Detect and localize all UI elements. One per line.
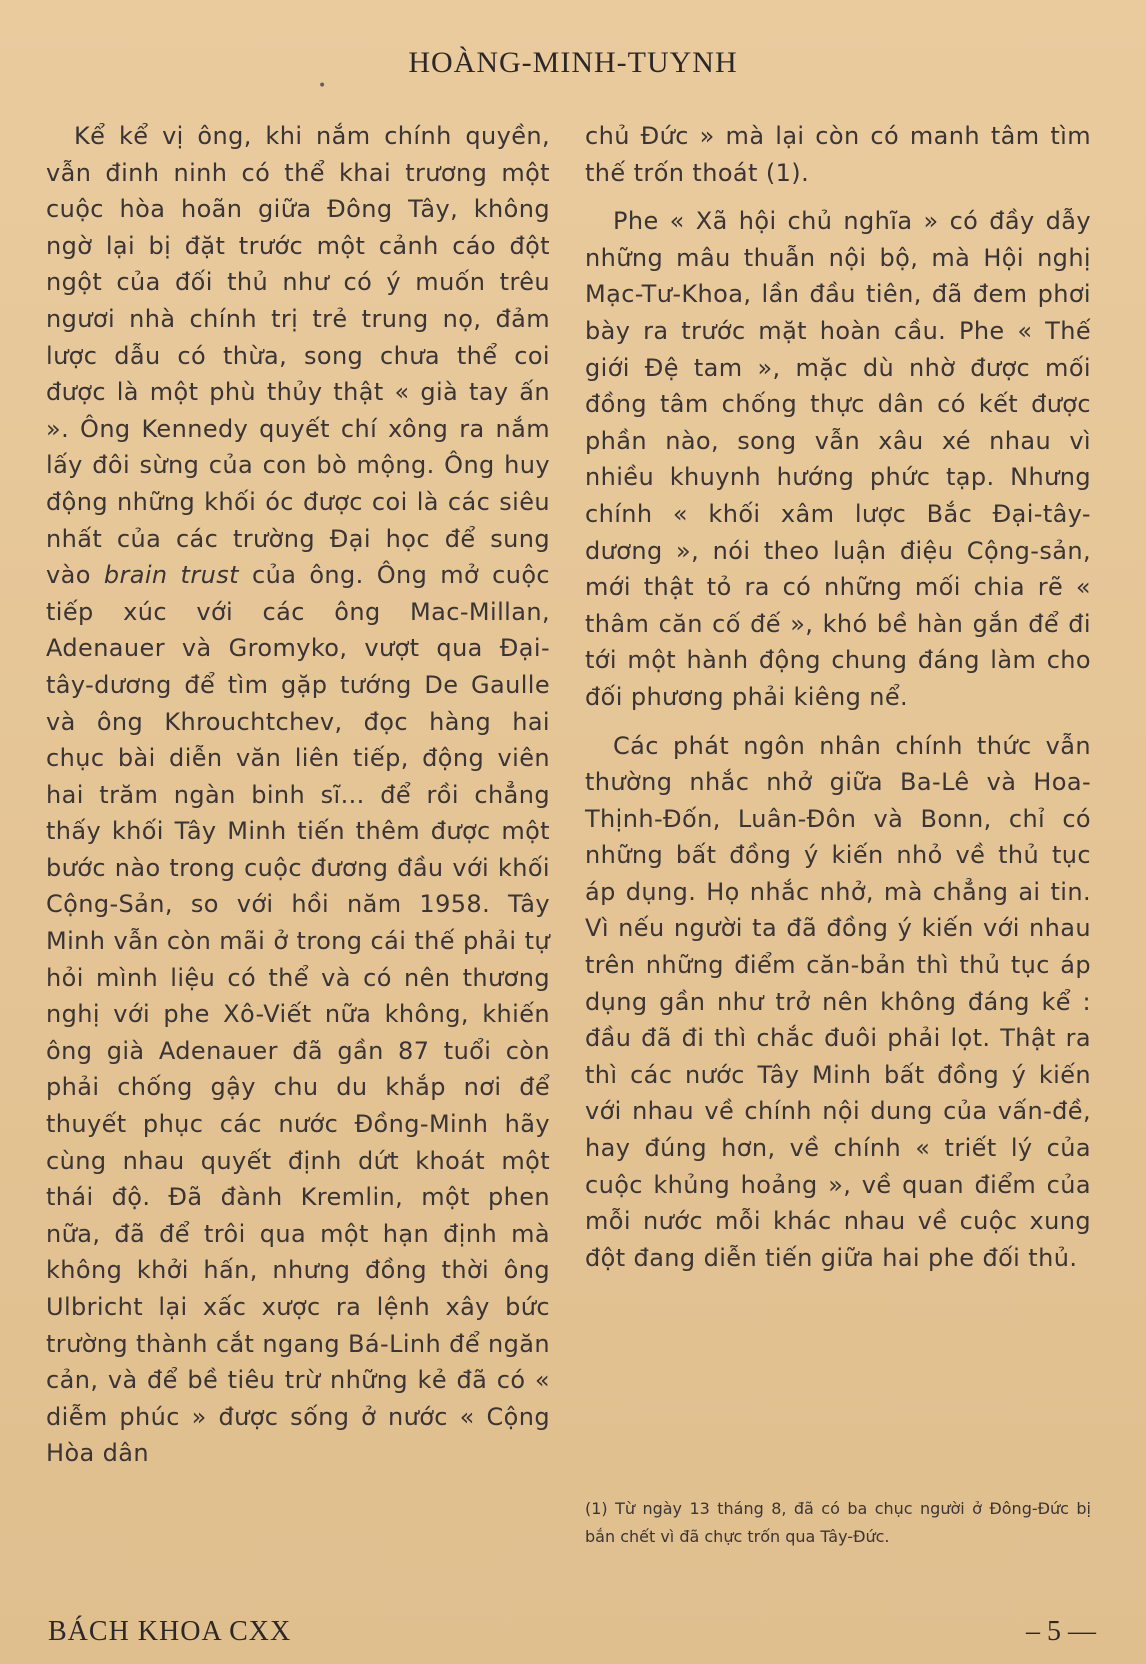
right-column-paragraph-2: Phe « Xã hội chủ nghĩa » có đầy dẫy những mâu thuẫn nội bộ, mà Hội nghị Mạc-Tư-Khoa, lần đầu tiên, đã đem phơi bày ra trước mặt hoàn cầu. Phe « Thế giới Đệ tam », mặc dù nhờ được mối đồng tâm chống thực dân có kết được phần nào, song vẫn xâu xé nhau vì nhiều khuynh hướng phức tạp. Nhưng chính « khối xâm lược Bắc Đại-tây-dương », nói theo luận điệu Cộng-sản, mới thật tỏ ra có những mối chia rẽ « thâm căn cố đế », khó bề hàn gắn để đi tới một hành động chung đáng làm cho đối phương phải kiêng nể. [585, 207, 1091, 711]
left-paragraph-text: Kể kể vị ông, khi nắm chính quyền, vẫn đinh ninh có thể khai trương một cuộc hòa hoãn giữa Đông Tây, không ngờ lại bị đặt trước một cảnh cáo đột ngột của đối thủ như có ý muốn trêu ngươi nhà chính trị trẻ trung nọ, đảm lược dẫu có thừa, song chưa thể coi được là một phù thủy thật « già tay ấn ». Ông Kennedy quyết chí xông ra nắm lấy đôi sừng của con bò mộng. Ông huy động những khối óc được coi là các siêu nhất của các trường Đại học để sung vào [46, 122, 550, 590]
right-column [585, 118, 1091, 1276]
left-column [46, 118, 550, 1472]
left-paragraph-tail: của ông. Ông mở cuộc tiếp xúc với các ông Mac-Millan, Adenauer và Gromyko, vượt qua Đại-tây-dương để tìm gặp tướng De Gaulle và ông Khrouchtchev, đọc hàng hai chục bài diễn văn liên tiếp, động viên hai trăm ngàn binh sĩ... để rồi chẳng thấy khối Tây Minh tiến thêm được một bước nào trong cuộc đương đầu với khối Cộng-Sản, so với hồi năm 1958. Tây Minh vẫn còn mãi ở trong cái thế phải tự hỏi mình liệu có thể và có nên thương nghị với phe Xô-Viết nữa không, khiến ông già Adenauer đã gần 87 tuổi còn phải chống gậy chu du khắp nơi để thuyết phục các nước Đồng-Minh hãy cùng nhau quyết định dứt khoát một thái độ. Đã đành Kremlin, một phen nữa, đã để trôi qua một hạn định mà không khởi hấn, nhưng đồng thời ông Ulbricht lại xấc xược ra lệnh xây bức trường thành cắt ngang Bá-Linh để ngăn cản, và để bề tiêu trừ những kẻ đã có « diễm phúc » được sống ở nước « Cộng Hòa dân [46, 561, 551, 1468]
running-header: HOÀNG-MINH-TUYNH [408, 46, 738, 79]
left-column-paragraph [46, 118, 550, 1472]
footnote: (1) Từ ngày 13 tháng 8, đã có ba chục người ở Đông-Đức bị bắn chết vì đã chực trốn qua Tây-Đức. [585, 1499, 1091, 1546]
right-column-continuation: chủ Đức » mà lại còn có manh tâm tìm thế trốn thoát (1). [585, 122, 1091, 187]
foreign-term: brain trust [103, 561, 239, 590]
publication-footer: BÁCH KHOA CXX [48, 1616, 292, 1647]
right-column-paragraph-3: Các phát ngôn nhân chính thức vẫn thường nhắc nhở giữa Ba-Lê và Hoa-Thịnh-Đốn, Luân-Đôn và Bonn, chỉ có những bất đồng ý kiến nhỏ về thủ tục áp dụng. Họ nhắc nhở, mà chẳng ai tin. Vì nếu người ta đã đồng ý kiến với nhau trên những điểm căn-bản thì thủ tục áp dụng gần như trở nên không đáng kể : đầu đã đi thì chắc đuôi phải lọt. Thật ra thì các nước Tây Minh bất đồng ý kiến với nhau về chính nội dung của vấn-đề, hay đúng hơn, về chính « triết lý của cuộc khủng hoảng », về quan điểm của mỗi nước mỗi khác nhau về cuộc xung đột đang diễn tiến giữa hai phe đối thủ. [585, 731, 1091, 1272]
header-ornament: • [318, 78, 327, 94]
page-number: – 5 — [1026, 1616, 1096, 1647]
